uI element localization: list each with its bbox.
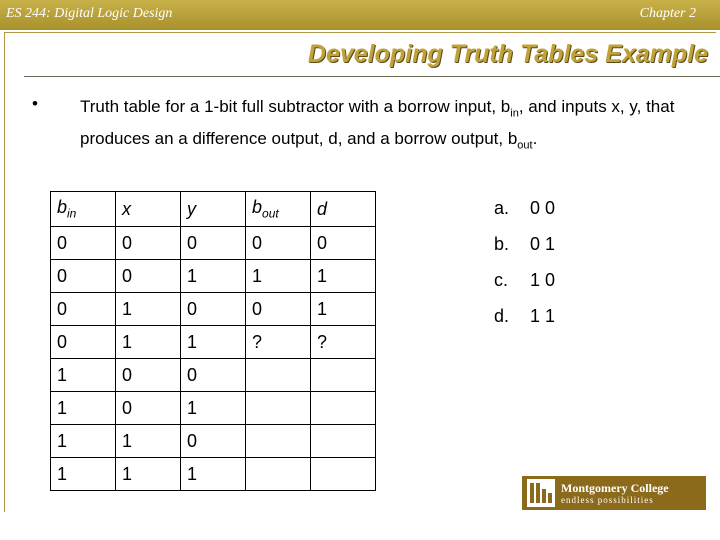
college-logo (522, 476, 706, 510)
table-header-cell (246, 192, 311, 227)
table-row (51, 260, 376, 293)
table-cell (246, 458, 311, 491)
frame-left-line (4, 32, 5, 512)
table-row (51, 392, 376, 425)
header-subscript: in (67, 206, 77, 221)
table-cell: 1 (311, 293, 376, 326)
table-cell: 0 (246, 293, 311, 326)
table-row (51, 425, 376, 458)
answer-choice (494, 304, 555, 340)
chapter-label: Chapter 2 (639, 6, 696, 21)
table-cell: 0 (246, 227, 311, 260)
table-cell: 0 (51, 293, 116, 326)
choice-label: b. (494, 234, 510, 254)
table-row (51, 359, 376, 392)
table-cell: 0 (51, 260, 116, 293)
header-main: y (187, 198, 196, 219)
bullet-marker: • (32, 94, 38, 113)
bullet-text-part1: Truth table for a 1-bit full subtractor with a borrow input, b (80, 97, 511, 116)
table-row (51, 458, 376, 491)
choice-value: 1 0 (530, 270, 556, 290)
table-cell: 0 (116, 227, 181, 260)
header-subscript: out (262, 206, 279, 221)
header-main: d (317, 198, 328, 219)
table-cell: 0 (181, 359, 246, 392)
truth-table-body (51, 227, 376, 491)
table-cell: 0 (311, 227, 376, 260)
table-header-cell (181, 192, 246, 227)
table-cell: 1 (181, 326, 246, 359)
bullet-text-part2: , and inputs x, y, that produces an a difference output, d, and a borrow output, b (80, 97, 675, 149)
header-main: b (57, 197, 68, 218)
table-header-cell (116, 192, 181, 227)
truth-table (50, 191, 376, 491)
choice-label: d. (494, 306, 510, 326)
table-cell: 1 (181, 260, 246, 293)
table-cell: ? (246, 326, 311, 359)
table-cell: 1 (246, 260, 311, 293)
table-row (51, 227, 376, 260)
table-cell: 1 (311, 260, 376, 293)
choice-label: c. (494, 270, 509, 290)
answer-choice (494, 232, 555, 268)
table-row (51, 326, 376, 359)
table-cell (311, 392, 376, 425)
table-cell: 0 (116, 359, 181, 392)
table-cell (246, 392, 311, 425)
table-cell (246, 425, 311, 458)
table-cell: 1 (51, 359, 116, 392)
course-title: ES 244: Digital Logic Design (6, 6, 173, 21)
table-cell (311, 359, 376, 392)
table-cell: 1 (116, 458, 181, 491)
table-cell: 1 (181, 392, 246, 425)
choice-value: 1 1 (530, 306, 556, 326)
table-cell: 1 (116, 293, 181, 326)
bullet-text-part3: . (532, 129, 538, 149)
table-cell: 0 (116, 260, 181, 293)
table-cell: 0 (116, 392, 181, 425)
header-main: x (122, 198, 131, 219)
table-cell: 1 (181, 458, 246, 491)
bullet-sub-in: in (510, 107, 519, 120)
bullet-text (80, 94, 690, 159)
college-logo-icon (527, 479, 555, 507)
answer-choices (494, 196, 555, 340)
table-cell: 0 (51, 326, 116, 359)
college-logo-text (561, 481, 669, 506)
table-cell: 0 (51, 227, 116, 260)
table-cell: ? (311, 326, 376, 359)
table-cell (311, 458, 376, 491)
table-cell: 1 (116, 425, 181, 458)
choice-value: 0 1 (530, 234, 556, 254)
slide-title: Developing Truth Tables Example (307, 40, 708, 68)
table-cell: 1 (116, 326, 181, 359)
choice-value: 0 0 (530, 198, 556, 218)
table-cell (246, 359, 311, 392)
table-cell: 0 (181, 425, 246, 458)
choice-label: a. (494, 198, 510, 218)
answer-choice (494, 268, 555, 304)
frame-top-line (4, 32, 716, 37)
table-cell: 1 (51, 425, 116, 458)
table-cell: 0 (181, 293, 246, 326)
table-cell: 1 (51, 458, 116, 491)
table-cell: 1 (51, 392, 116, 425)
college-name: Montgomery College (561, 480, 669, 495)
table-cell (311, 425, 376, 458)
answer-choice (494, 196, 555, 232)
bullet-sub-out: out (517, 139, 533, 152)
table-header-cell (51, 192, 116, 227)
header-main: b (252, 197, 263, 218)
title-divider (24, 76, 720, 77)
college-tagline: endless possibilities (561, 494, 654, 505)
table-header-row (51, 192, 376, 227)
table-header-cell (311, 192, 376, 227)
table-row (51, 293, 376, 326)
table-cell: 0 (181, 227, 246, 260)
